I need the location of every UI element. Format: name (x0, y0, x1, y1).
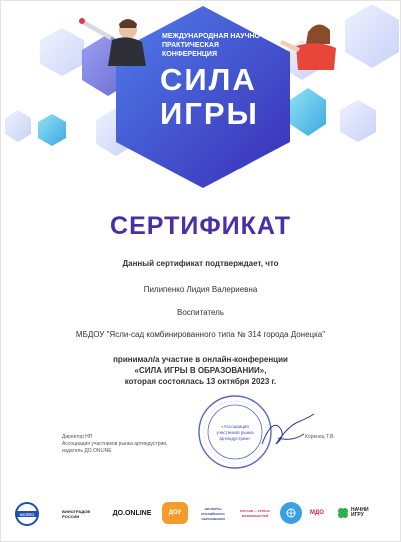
svg-text:«Ассоциация: «Ассоциация (221, 424, 249, 429)
logo-nachni-igru (336, 504, 382, 522)
nsppo-label: НСППО (19, 511, 35, 517)
dou-label: ДОУ (168, 509, 182, 516)
logo-mdo (306, 502, 328, 524)
recipient-role: Воспитатель (176, 308, 225, 317)
russia-label: РОССИЯ — СТРАНА ВОЗМОЖНОСТЕЙ (240, 509, 270, 518)
recipient-organization: МБДОУ "Ясли-сад комбинированного типа № 314 города Донецка" (75, 330, 326, 339)
participation-line-1: принимал/а участие в онлайн-конференции (113, 355, 288, 364)
logo-experts (194, 504, 232, 524)
participation-line-3: которая состоялась 13 октября 2023 г. (124, 377, 277, 386)
signature-mark (258, 408, 318, 456)
partner-logos (0, 496, 401, 532)
nachni-label: НАЧНИ ИГРУ (351, 507, 369, 518)
director-block (62, 434, 182, 455)
hex-shape (38, 114, 66, 146)
logo-russia (236, 504, 274, 524)
certificate-title: СЕРТИФИКАТ (110, 212, 291, 240)
experts-label: ЭКСПЕРТЫ РОССИЙСКОГО ОБРАЗОВАНИЯ (201, 506, 225, 521)
svg-text:участников рынка: участников рынка (216, 430, 254, 435)
logo-dou (162, 502, 188, 524)
hex-shape (345, 4, 399, 68)
participation-line-2: «СИЛА ИГРЫ В ОБРАЗОВАНИИ», (134, 366, 267, 375)
logo-blue-circle (280, 502, 302, 524)
recipient-name: Пилипенко Лидия Валериевна (143, 285, 258, 294)
hex-shape (340, 100, 376, 142)
conference-name: МЕЖДУНАРОДНАЯ НАУЧНО-ПРАКТИЧЕСКАЯ КОНФЕРЕНЦИЯ (162, 33, 263, 58)
logo-vinogradov (62, 508, 106, 520)
clover-icon (337, 507, 349, 519)
director-org-2: издатель ДО.ONLINE (62, 448, 112, 454)
logo-donline (110, 506, 154, 520)
svg-text:артиндустрии»: артиндустрии» (219, 436, 251, 441)
vinogradov-label: ВИНОГРАДОВ РОССИИ (62, 509, 91, 519)
hex-shape (290, 88, 326, 136)
signer-name: Коренец Т.В. (305, 434, 335, 440)
brand-title-line1: СИЛА (160, 62, 257, 97)
donline-label: ДО.ONLINE (112, 509, 152, 517)
mdo-label: МДО (310, 509, 324, 516)
globe-icon (286, 508, 296, 518)
hex-shape (40, 28, 84, 76)
director-title: Директор НП (62, 434, 93, 440)
confirm-text: Данный сертификат подтверждает, что (122, 259, 279, 268)
logo-nsppo (14, 502, 40, 526)
hex-shape (5, 110, 31, 142)
hero-banner (0, 0, 401, 200)
brand-title-line2: ИГРЫ (160, 96, 259, 131)
director-org: Ассоциация участников рынка артиндустрии, (62, 441, 168, 447)
